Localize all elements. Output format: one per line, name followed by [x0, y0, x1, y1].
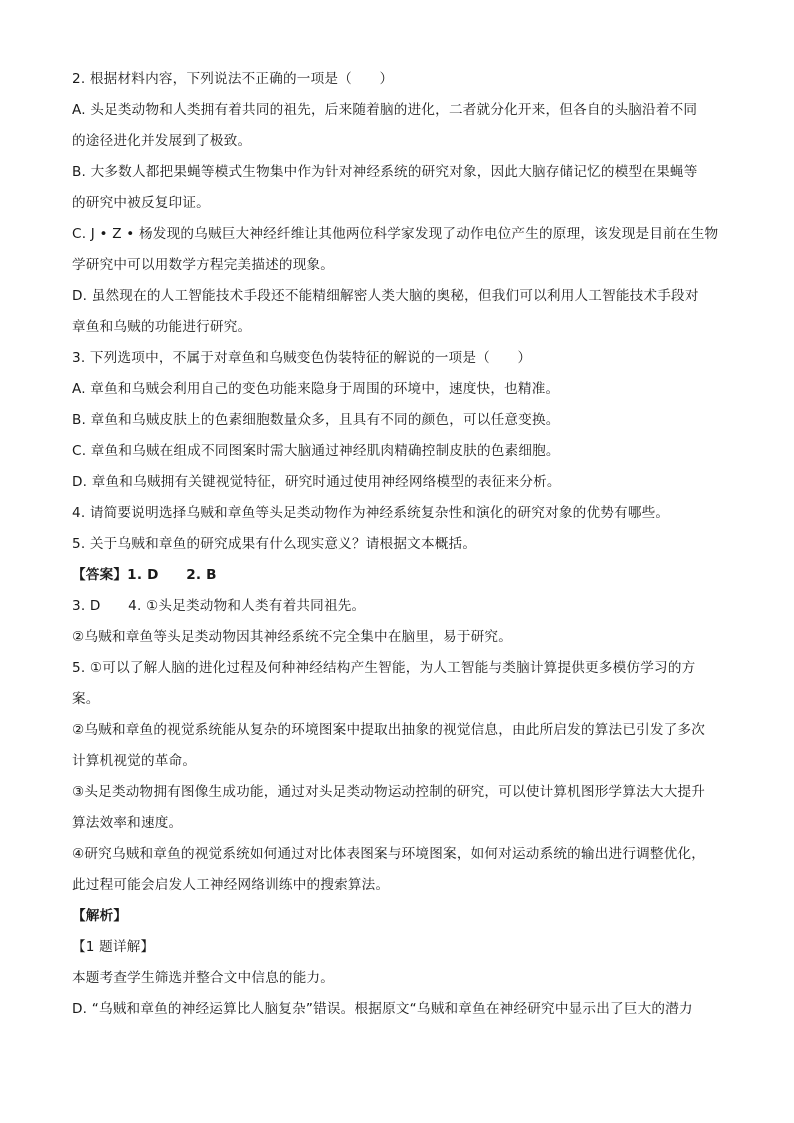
q3-option-b: B. 章鱼和乌贼皮肤上的色素细胞数量众多，且具有不同的颜色，可以任意变换。 — [72, 412, 560, 428]
q2-option-d: D. 虽然现在的人工智能技术手段还不能精细解密人类大脑的奥秘，但我们可以利用人工智能技术手段对 — [72, 288, 699, 304]
q3-option-c: C. 章鱼和乌贼在组成不同图案时需大脑通过神经肌肉精确控制皮肤的色素细胞。 — [72, 443, 560, 459]
question-4: 4. 请简要说明选择乌贼和章鱼等头足类动物作为神经系统复杂性和演化的研究对象的优势有哪些。 — [72, 505, 670, 521]
answer-5-point-3-cont: 算法效率和速度。 — [72, 815, 183, 831]
answer-5-point-3: ③头足类动物拥有图像生成功能，通过对头足类动物运动控制的研究，可以使计算机图形学算法大大提升 — [72, 784, 706, 800]
answer-5-point-1: 5. ①可以了解人脑的进化过程及何种神经结构产生智能，为人工智能与类脑计算提供更多模仿学习的方 — [72, 660, 696, 676]
q1-detail-d: D. “乌贼和章鱼的神经运算比人脑复杂”错误。根据原文“乌贼和章鱼在神经研究中显示出了巨大的潜力 — [72, 1001, 693, 1017]
answer-5-point-1-cont: 案。 — [72, 691, 100, 707]
question-5: 5. 关于乌贼和章鱼的研究成果有什么现实意义？请根据文本概括。 — [72, 536, 477, 552]
answer-5-point-4: ④研究乌贼和章鱼的视觉系统如何通过对比体表图案与环境图案，如何对运动系统的输出进行调整优化， — [72, 846, 706, 862]
analysis-heading: 【解析】 — [72, 908, 128, 924]
q3-option-d: D. 章鱼和乌贼拥有关键视觉特征，研究时通过使用神经网络模型的表征来分析。 — [72, 474, 561, 490]
answer-5-point-4-cont: 此过程可能会启发人工神经网络训练中的搜索算法。 — [72, 877, 390, 893]
q2-option-c-cont: 学研究中可以用数学方程完美描述的现象。 — [72, 257, 335, 273]
q1-detail-heading: 【1 题详解】 — [72, 939, 155, 955]
answer-5-point-2: ②乌贼和章鱼的视觉系统能从复杂的环境图案中提取出抽象的视觉信息，由此所启发的算法已引发了多次 — [72, 722, 706, 738]
question-2: 2. 根据材料内容，下列说法不正确的一项是（ ） — [72, 71, 394, 87]
answer-4-point-2: ②乌贼和章鱼等头足类动物因其神经系统不完全集中在脑里，易于研究。 — [72, 629, 512, 645]
q2-option-c: C. J • Z • 杨发现的乌贼巨大神经纤维让其他两位科学家发现了动作电位产生的原理，该发现是目前在生物 — [72, 226, 719, 242]
question-3: 3. 下列选项中，不属于对章鱼和乌贼变色伪装特征的解说的一项是（ ） — [72, 350, 532, 366]
answer-3-4: 3. D 4. ①头足类动物和人类有着共同祖先。 — [72, 598, 366, 614]
answer-heading: 【答案】1. D 2. B — [72, 567, 217, 583]
q2-option-a: A. 头足类动物和人类拥有着共同的祖先，后来随着脑的进化，二者就分化开来，但各自的头脑沿着不同 — [72, 102, 698, 118]
answer-5-point-2-cont: 计算机视觉的革命。 — [72, 753, 197, 769]
q2-option-d-cont: 章鱼和乌贼的功能进行研究。 — [72, 319, 252, 335]
q2-option-b: B. 大多数人都把果蝇等模式生物集中作为针对神经系统的研究对象，因此大脑存储记忆的模型在果蝇等 — [72, 164, 698, 180]
q2-option-b-cont: 的研究中被反复印证。 — [72, 195, 210, 211]
q3-option-a: A. 章鱼和乌贼会利用自己的变色功能来隐身于周围的环境中，速度快，也精准。 — [72, 381, 560, 397]
q1-detail-intro: 本题考查学生筛选并整合文中信息的能力。 — [72, 970, 335, 986]
document-body — [72, 64, 722, 1025]
q2-option-a-cont: 的途径进化并发展到了极致。 — [72, 133, 252, 149]
